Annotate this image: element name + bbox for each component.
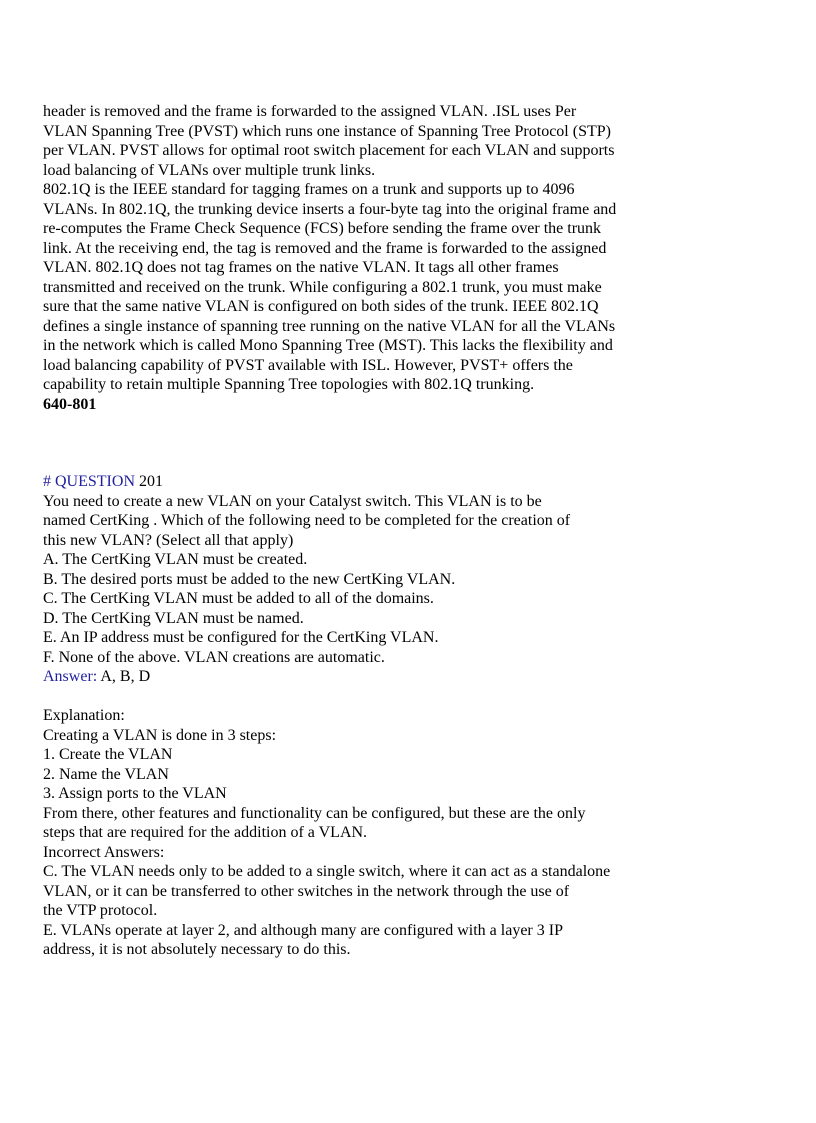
continuation-line: VLANs. In 802.1Q, the trunking device inserts a four-byte tag into the original frame and	[43, 200, 617, 218]
question-text-line: this new VLAN? (Select all that apply)	[43, 531, 294, 549]
continuation-line: link. At the receiving end, the tag is removed and the frame is forwarded to the assigned	[43, 239, 607, 257]
explanation-line: VLAN, or it can be transferred to other switches in the network through the use of	[43, 882, 570, 900]
continuation-line: VLAN Spanning Tree (PVST) which runs one instance of Spanning Tree Protocol (STP)	[43, 122, 611, 140]
question-text-line: You need to create a new VLAN on your Catalyst switch. This VLAN is to be	[43, 492, 542, 510]
answer-value: A, B, D	[100, 668, 151, 685]
continuation-line: defines a single instance of spanning tree running on the native VLAN for all the VLANs	[43, 317, 616, 335]
answer-option-a: A. The CertKing VLAN must be created.	[43, 551, 308, 568]
question-number: 201	[139, 473, 163, 490]
question-header	[43, 472, 163, 492]
explanation-line: C. The VLAN needs only to be added to a single switch, where it can act as a standalone	[43, 863, 611, 880]
question-label: # QUESTION	[43, 473, 135, 490]
answer-label: Answer:	[43, 668, 98, 685]
explanation-heading: Explanation:	[43, 707, 125, 724]
answer-line	[43, 667, 150, 687]
continuation-line: sure that the same native VLAN is configured on both sides of the trunk. IEEE 802.1Q	[43, 298, 599, 315]
exam-code-label: 640-801	[43, 395, 97, 413]
continuation-line: capability to retain multiple Spanning Tree topologies with 802.1Q trunking.	[43, 376, 535, 393]
continuation-line: load balancing of VLANs over multiple trunk links.	[43, 161, 376, 179]
continuation-line: VLAN. 802.1Q does not tag frames on the native VLAN. It tags all other frames	[43, 259, 559, 276]
continuation-line: in the network which is called Mono Spanning Tree (MST). This lacks the flexibility and	[43, 337, 613, 354]
continuation-line: per VLAN. PVST allows for optimal root switch placement for each VLAN and supports	[43, 142, 615, 159]
explanation-line: E. VLANs operate at layer 2, and although many are configured with a layer 3 IP	[43, 921, 563, 939]
explanation-line: Creating a VLAN is done in 3 steps:	[43, 726, 277, 744]
answer-option-f: F. None of the above. VLAN creations are automatic.	[43, 648, 385, 666]
answer-option-d: D. The CertKing VLAN must be named.	[43, 609, 304, 627]
continuation-line: transmitted and received on the trunk. While configuring a 802.1 trunk, you must make	[43, 278, 602, 296]
explanation-step: 1. Create the VLAN	[43, 746, 173, 763]
explanation-line: From there, other features and functionality can be configured, but these are the only	[43, 804, 586, 822]
question-text-line: named CertKing . Which of the following need to be completed for the creation of	[43, 512, 571, 529]
continuation-line: header is removed and the frame is forwarded to the assigned VLAN. .ISL uses Per	[43, 103, 577, 120]
explanation-step: 2. Name the VLAN	[43, 765, 169, 783]
continuation-line: load balancing capability of PVST available with ISL. However, PVST+ offers the	[43, 356, 573, 374]
continuation-line: re-computes the Frame Check Sequence (FCS) before sending the frame over the trunk	[43, 220, 602, 237]
continuation-line: 802.1Q is the IEEE standard for tagging frames on a trunk and supports up to 4096	[43, 181, 575, 198]
explanation-line: address, it is not absolutely necessary to do this.	[43, 941, 351, 958]
incorrect-answers-heading: Incorrect Answers:	[43, 843, 165, 861]
explanation-line: steps that are required for the addition of a VLAN.	[43, 824, 368, 841]
explanation-line: the VTP protocol.	[43, 902, 158, 919]
answer-option-b: B. The desired ports must be added to the new CertKing VLAN.	[43, 570, 456, 588]
explanation-step: 3. Assign ports to the VLAN	[43, 785, 227, 802]
answer-option-e: E. An IP address must be configured for the CertKing VLAN.	[43, 629, 439, 646]
answer-option-c: C. The CertKing VLAN must be added to all of the domains.	[43, 590, 434, 607]
